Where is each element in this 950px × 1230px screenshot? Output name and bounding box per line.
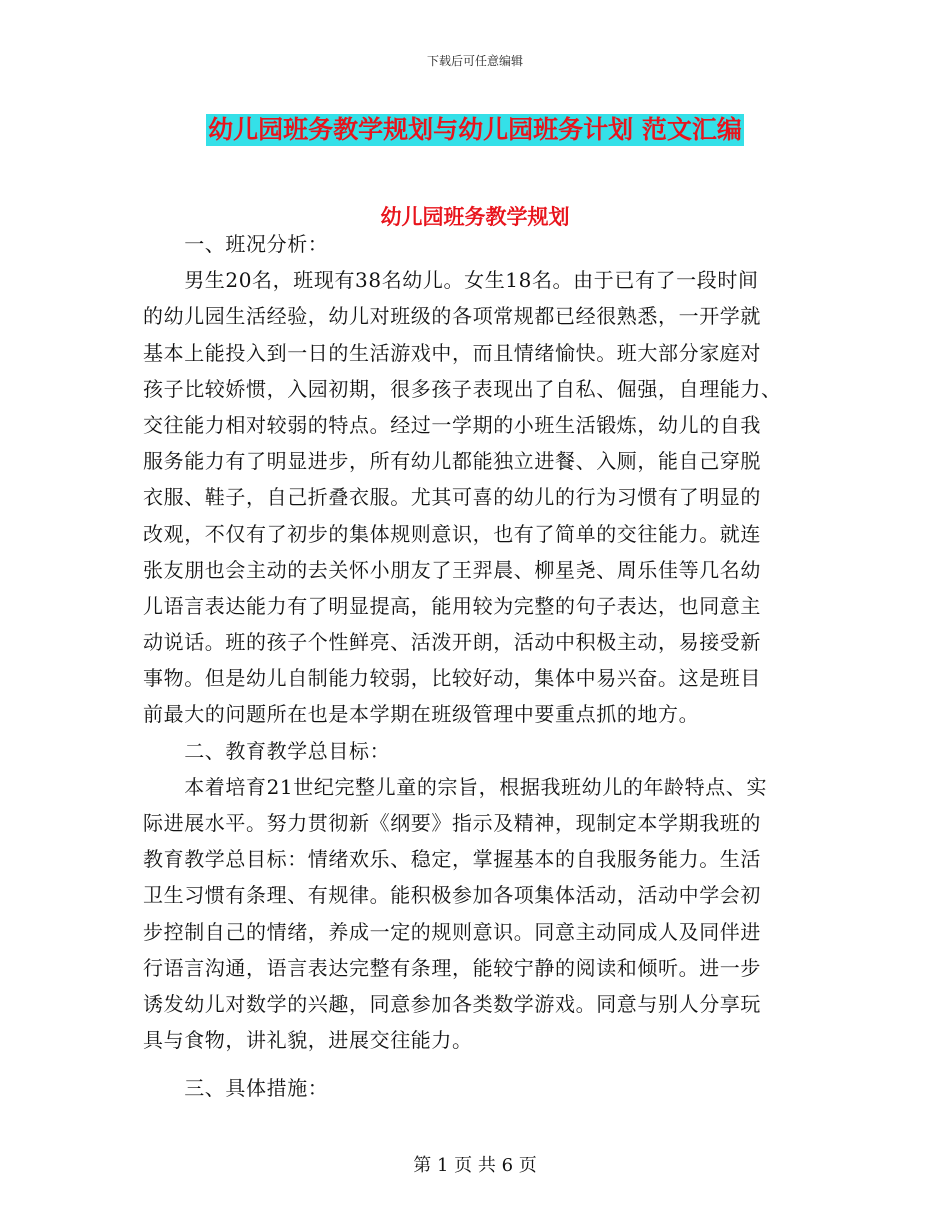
body-line: 教育教学总目标：情绪欢乐、稳定，掌握基本的自我服务能力。生活 [143,847,761,872]
body-line: 三、具体措施： [143,1076,329,1101]
page-number: 第 1 页 共 6 页 [413,1155,537,1176]
body-line: 衣服、鞋子，自己折叠衣服。尤其可喜的幼儿的行为习惯有了明显的 [143,485,761,510]
body-line: 事物。但是幼儿自制能力较弱，比较好动，集体中易兴奋。这是班目 [143,666,761,691]
section-title: 幼儿园班务教学规划 [380,204,570,229]
body-line: 动说话。班的孩子个性鲜亮、活泼开朗，活动中积极主动，易接受新 [143,630,761,655]
body-line: 二、教育教学总目标： [143,738,391,763]
body-line: 孩子比较娇惯，入园初期，很多孩子表现出了自私、倔强，自理能力、 [143,376,782,401]
body-line: 基本上能投入到一日的生活游戏中，而且情绪愉快。班大部分家庭对 [143,340,761,365]
document-body [143,226,811,1107]
body-line: 男生20名，班现有38名幼儿。女生18名。由于已有了一段时间 [143,268,759,293]
page-header-note: 下载后可任意编辑 [426,54,523,68]
body-line: 前最大的问题所在也是本学期在班级管理中要重点抓的地方。 [143,702,700,727]
body-line: 行语言沟通，语言表达完整有条理，能较宁静的阅读和倾听。进一步 [143,955,761,980]
document-title-container [0,114,950,146]
body-line: 儿语言表达能力有了明显提高，能用较为完整的句子表达，也同意主 [143,593,761,618]
body-line: 一、班况分析： [143,232,329,256]
body-line: 本着培育21世纪完整儿童的宗旨，根据我班幼儿的年龄特点、实 [143,774,768,799]
body-line: 卫生习惯有条理、有规律。能积极参加各项集体活动，活动中学会初 [143,883,761,908]
body-line: 的幼儿园生活经验，幼儿对班级的各项常规都已经很熟悉，一开学就 [143,304,761,329]
body-line: 改观，不仅有了初步的集体规则意识，也有了简单的交往能力。就连 [143,521,761,546]
body-line: 步控制自己的情绪，养成一定的规则意识。同意主动同成人及同伴进 [143,919,761,944]
body-line: 诱发幼儿对数学的兴趣，同意参加各类数学游戏。同意与别人分享玩 [143,991,761,1016]
document-title: 幼儿园班务教学规划与幼儿园班务计划 范文汇编 [208,115,742,144]
body-line: 服务能力有了明显进步，所有幼儿都能独立进餐、入厕，能自己穿脱 [143,449,761,474]
body-line: 际进展水平。努力贯彻新《纲要》指示及精神，现制定本学期我班的 [143,811,761,835]
body-line: 交往能力相对较弱的特点。经过一学期的小班生活锻炼，幼儿的自我 [143,412,761,437]
paragraph-gap [143,1058,811,1070]
body-line: 具与食物，讲礼貌，进展交往能力。 [143,1028,473,1053]
body-line: 张友朋也会主动的去关怀小朋友了王羿晨、柳星尧、周乐佳等几名幼 [143,557,761,582]
